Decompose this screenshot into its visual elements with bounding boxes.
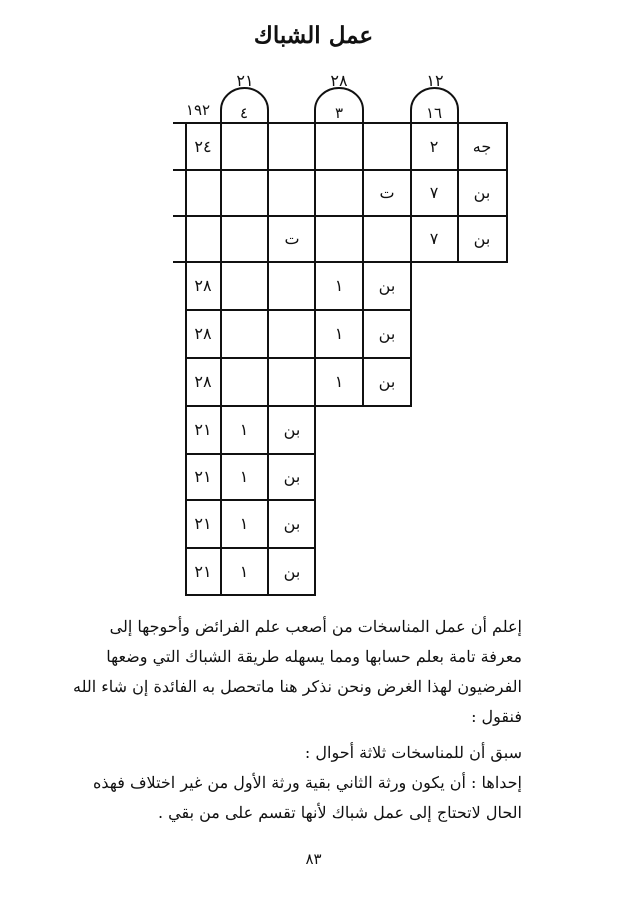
share-cell: ١ — [239, 514, 249, 533]
total-cell: ٢٨ — [194, 324, 212, 343]
text-line: الفرضيون لهذا الغرض ونحن نذكر هنا ماتحصل به الفائدة إن شاء الله — [72, 677, 522, 696]
text-line: معرفة تامة بعلم حسابها ومما يسهله طريقة الشباك التي وضعها — [106, 647, 522, 666]
column-multiplier: ١٦ — [425, 104, 443, 122]
paragraph-three-states — [98, 738, 522, 768]
column-multiplier-above: ٢١ — [236, 71, 254, 90]
heir-cell: بن — [378, 324, 396, 343]
total-cell: ٢١ — [194, 420, 212, 439]
text-line: سبق أن للمناسخات ثلاثة أحوال : — [304, 743, 522, 762]
column-multiplier: ٣ — [334, 104, 344, 122]
column-multiplier-above: ١٢ — [426, 71, 444, 90]
text-line: فنقول : — [471, 707, 522, 726]
paragraph-first-state — [93, 768, 522, 828]
heir-cell: بن — [283, 467, 301, 486]
share-cell: ١ — [334, 276, 344, 295]
column-multiplier: ٤ — [239, 104, 249, 122]
heir-cell: بن — [473, 183, 491, 202]
total-cell: ٢١ — [194, 562, 212, 581]
share-cell: ١ — [239, 562, 249, 581]
share-cell: ١ — [239, 420, 249, 439]
marker-cell: ت — [379, 183, 395, 202]
share-cell: ٢ — [429, 137, 439, 156]
heir-cell: بن — [378, 276, 396, 295]
heir-cell: بن — [473, 229, 491, 248]
marker-cell: ت — [284, 229, 300, 248]
heir-cell: بن — [283, 514, 301, 533]
page-number: ٨٣ — [305, 850, 322, 868]
page-title: عمل الشباك — [253, 22, 374, 49]
text-line: إحداها : أن يكون ورثة الثاني بقية ورثة الأول من غير اختلاف فهذه — [93, 773, 522, 792]
total-cell: ٢٨ — [194, 276, 212, 295]
column-multiplier-above: ٢٨ — [330, 71, 348, 90]
share-cell: ١ — [334, 324, 344, 343]
paragraph-intro — [72, 612, 522, 732]
share-cell: ٧ — [429, 183, 439, 202]
total-cell: ٢٤ — [194, 137, 212, 156]
share-cell: ١ — [334, 372, 344, 391]
corner-total: ١٩٢ — [185, 101, 211, 119]
text-line: الحال لاتحتاج إلى عمل شباك لأنها تقسم على من بقي . — [157, 803, 522, 822]
heir-cell: جه — [472, 137, 492, 156]
text-line: إعلم أن عمل المناسخات من أصعب علم الفرائض وأحوجها إلى — [109, 617, 522, 636]
heir-cell: بن — [283, 562, 301, 581]
share-cell: ١ — [239, 467, 249, 486]
heir-cell: بن — [378, 372, 396, 391]
share-cell: ٧ — [429, 229, 439, 248]
total-cell: ٢١ — [194, 514, 212, 533]
total-cell: ٢٨ — [194, 372, 212, 391]
total-cell: ٢١ — [194, 467, 212, 486]
heir-cell: بن — [283, 420, 301, 439]
